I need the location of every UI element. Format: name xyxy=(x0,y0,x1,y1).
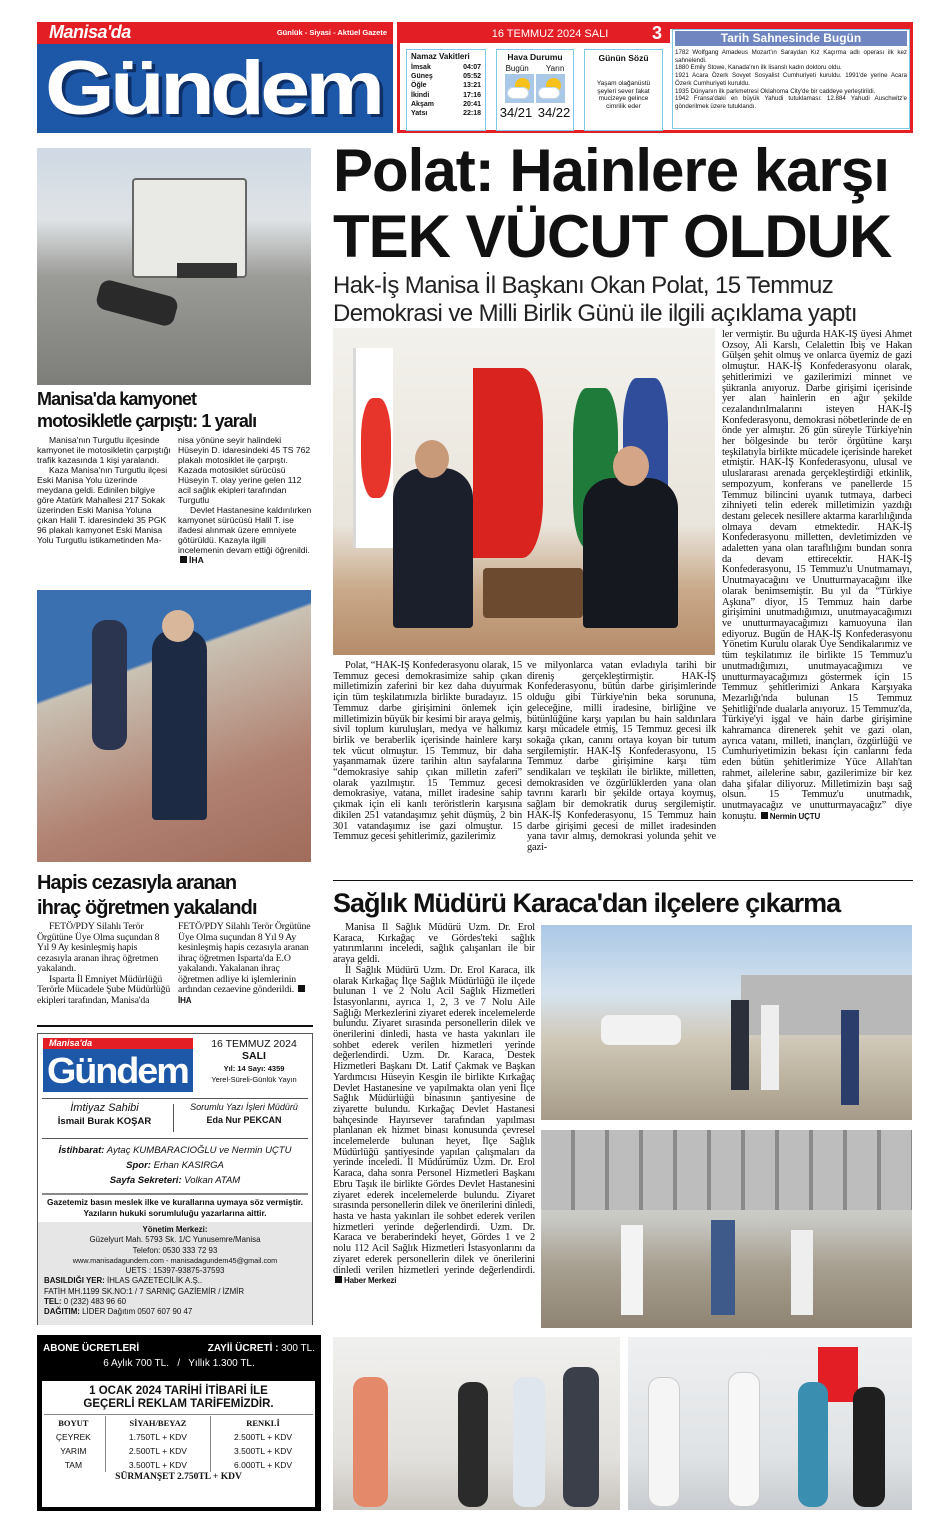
story2-headline-line1: Hapis cezasıyla aranan xyxy=(37,872,237,894)
quote-of-day xyxy=(584,49,663,131)
tariff-cell: 6.000TL + KDV xyxy=(234,1460,293,1470)
tariff-header: SİYAH/BEYAZ xyxy=(105,1416,210,1430)
main-col1 xyxy=(333,661,522,873)
owner-name: İsmail Burak KOŞAR xyxy=(57,1116,152,1127)
sport-label: Spor: xyxy=(126,1160,151,1171)
paragraph: ve milyonlarca vatan evladıyla tarihi bir direniş gerçekleştirmiştir. HAK-İŞ Konfederasyonu, bütün darbe girişimlerinde olduğu gibi Türkiye'nin beka sorununa, geleceğine, milli iradesine, birliğine ve bütünlüğüne karşı yapılan bu hain saldırılara karşı mücadele etmiş, 15 Temmuz gecesi ilk sokağa çıkan, canını ortaya koyan bir tutum sergilemiştir. HAK-İŞ Konfederasyonu, 15 Temmuz darbe girişimine karşı tüm sendikaları ve teşkilatı ile birlikte, milletten, demokrasiden ve özgürlüklerden yana olan tavrını kararlı bir şekilde ortaya koymuş, sağlam bir demokratik duruş sergilemiştir. HAK-İŞ Konfederasyonu, 15 Temmuz hain darbe girişimi gecesi de millet iradesinden yana tavır almış, demokrasi yolunda şehit ve gazi- xyxy=(527,661,716,853)
weather xyxy=(496,49,574,131)
paragraph xyxy=(178,922,312,1006)
story2-col1 xyxy=(37,922,171,1006)
tariff-cell: 3.500TL + KDV xyxy=(234,1446,293,1456)
print-company: İHLAS GAZETECİLİK A.Ş.. xyxy=(107,1276,203,1286)
paragraph: Manisa İl Sağlık Müdürü Uzm. Dr. Erol Karaca, Kırkağaç ve Gördes'teki sağlık yatırımlarını inceledi, sağlık çalışanları ile bir araya geldi. xyxy=(333,923,535,966)
tariff-row xyxy=(42,1430,315,1444)
tariff-row xyxy=(42,1458,315,1472)
health-headline: Sağlık Müdürü Karaca'dan ilçelere çıkarma xyxy=(333,888,841,918)
history-item: 1942 Fransa'daki en büyük Yahudi tutuklaması: 12.884 Yahudi Auschwitz'e gönderilmek üzere tutuklandı. xyxy=(675,95,907,110)
history-item: 1935 Dünyanın ilk parkmetresi Oklahoma City'de bir caddeye yerleştirildi. xyxy=(675,87,876,95)
story2-col2 xyxy=(178,922,312,1006)
paragraph: Isparta İl Emniyet Müdürlüğü Terörle Mücadele Şube Müdürlüğü ekipleri tarafından, Manisa'da xyxy=(37,973,171,1006)
prayer-name: Güneş xyxy=(411,73,433,81)
quote-text: Yaşam olağanüstü şeyleri sever fakat mucizeye gelince cimrilik eder xyxy=(596,80,651,110)
page-number: 3 xyxy=(652,23,663,43)
lost-price: 300 TL. xyxy=(281,1343,315,1354)
health-visit-photo-2 xyxy=(541,1130,912,1328)
masthead-logo xyxy=(43,1038,193,1092)
history-item: 1921 Acara Özerk Sovyet Sosyalist Cumhuriyeti kuruldu. 1991'de yerine Acara Özerk Cumhuriyeti kuruldu. xyxy=(675,72,907,87)
arrest-photo xyxy=(37,590,311,862)
tariff-cell: TAM xyxy=(42,1458,105,1472)
accident-photo xyxy=(37,148,311,385)
paragraph: FETÖ/PDY Silahlı Terör Örgütüne Üye Olma suçundan 8 Yıl 9 Ay kesinleşmiş hapis cezasıyla aranan ihraç öğretmen yakalandı. xyxy=(37,921,160,974)
weather-tomorrow-label: Yarın xyxy=(545,64,565,73)
secretary-label: Sayfa Sekreteri: xyxy=(109,1175,182,1186)
prayer-time: 04:07 xyxy=(463,64,481,71)
prayer-time: 22:18 xyxy=(463,110,481,118)
masthead-type: Yerel-Süreli-Günlük Yayın xyxy=(211,1075,297,1084)
ad-tariff xyxy=(42,1381,315,1507)
partly-cloudy-icon xyxy=(505,74,534,103)
masthead-date: 16 TEMMUZ 2024 xyxy=(211,1038,297,1050)
tariff-header: BOYUT xyxy=(42,1416,105,1430)
paragraph xyxy=(178,505,312,565)
distribution: LİDER Dağıtım 0507 607 90 47 xyxy=(82,1307,193,1317)
tel-label: TEL: xyxy=(44,1297,62,1307)
main-subtitle: Hak-İş Manisa İl Başkanı Okan Polat, 15 Temmuz Demokrasi ve Milli Birlik Günü ile ilgili açıklama yaptı xyxy=(333,272,857,327)
health-visit-photo-4 xyxy=(628,1337,912,1510)
surmanset-price: SÜRMANŞET 2.750TL + KDV xyxy=(115,1472,242,1482)
quote-title: Günün Sözü xyxy=(598,53,649,63)
distribution-label: DAĞITIM: xyxy=(44,1307,80,1317)
staff-credits xyxy=(38,1143,312,1188)
issue-date: 16 TEMMUZ 2024 SALI xyxy=(400,25,650,43)
hq-label: Yönetim Merkezi: xyxy=(142,1225,208,1234)
intel-label: İstihbarat: xyxy=(58,1145,105,1156)
story2-headline-line2: ihraç öğretmen yakalandı xyxy=(37,897,257,919)
editor-label: Sorumlu Yazı İşleri Müdürü xyxy=(190,1102,298,1112)
paragraph: nisa yönüne seyir halindeki Hüseyin D. idaresindeki 45 TS 762 plakalı motosiklet ile çarpıştı. Kazada motosiklet sürücüsü Hüseyin T. olay yerine gelen 112 acil sağlık ekipleri tarafından Turgutlu xyxy=(178,435,311,505)
health-visit-photo-1 xyxy=(541,925,912,1120)
paragraph xyxy=(333,966,535,1287)
print-tel: 0 (232) 483 96 60 xyxy=(63,1297,127,1307)
divider xyxy=(333,880,913,881)
prayer-time-row xyxy=(411,109,481,118)
subscription-prices: 6 Aylık 700 TL. / Yıllık 1.300 TL. xyxy=(103,1358,255,1369)
paragraph-text: İl Sağlık Müdürü Uzm. Dr. Erol Karaca, ilk olarak Kırkağaç İlçe Sağlık Müdürlüğü ile ilçede bulunan 1 ve 2 Nolu Acil Sağlık Hizmetleri İstasyonlarını, ayrıca 1, 2, 3 ve 7 Nolu Aile Sağlığı Merkezlerini ziyaret ederek incelemelerde bulundu. Ziyaret sırasında personellerin dilek ve önerilerini dinledi, hasta ve hasta yakınları ile sohbet ederek verilen hizmetleri yerinde değerlendirdi. Uzm. Dr. Karaca, Destek Hizmetleri Başkanı Dt. Latif Çakmak ve Başkan Yardımcısı Hüseyin Kesgin ile birlikte Kırkağaç Devlet Hastanesine ve yapılmakta olan yeni İlçe Sağlık Müdürlüğü binasının şantiyesine de ziyarette bulundu. Kırkağaç Devlet Hastanesi bahçesinde Hayırsever tarafından yapılması planlanan ek hizmet binası konusunda çevresel incelemelerde bulunan heyet, İlçe Sağlık Müdürlüğü şantiyesinde yapılan çalışmaları da yerinde inceledi. İl Müdürümüz Uzm. Dr. Erol Karaca, daha sonra Personel Hizmetleri Başkanı Ebru Taşık ile birlikte Gördes Devlet Hastanesini ziyaret ederek incelemelerde bulundu. Ziyaret sırasında personellerin dilek ve önerilerini dinledi, hasta ve hasta yakınları ile sohbet ederek verilen hizmetleri yerinde değerlendirdi. Uzm. Dr. Karaca ve beraberindeki heyet, Gördes 1 ve 2 nolu 112 Acil Sağlık Hizmetleri İstasyonlarını da ziyaret ederek personellerin dilek ve önerilerini dinledi verilen hizmetleri yerinde değerlendirdi. xyxy=(333,964,535,1276)
tariff-title: 1 OCAK 2024 TARİHİ İTİBARİ İLE GEÇERLİ REKLAM TARİFEMİZDİR. xyxy=(83,1385,274,1410)
prayer-time-row xyxy=(411,72,481,81)
sport-name: Erhan KASIRGA xyxy=(153,1160,224,1171)
owner-label: İmtiyaz Sahibi xyxy=(70,1102,139,1114)
paragraph: Manisa'nın Turgutlu ilçesinde kamyonet ile motosikletin çarpıştığı trafik kazasında 1 kişi yaralandı. xyxy=(37,435,171,465)
health-visit-photo-3 xyxy=(333,1337,620,1510)
masthead-box xyxy=(37,1033,313,1325)
logo-small-text: Manisa'da xyxy=(49,22,131,42)
story1-headline-line2: motosikletle çarpıştı: 1 yaralı xyxy=(37,411,257,431)
intel-names: Aytaç KUMBARACIOĞLU ve Nermin UÇTU xyxy=(106,1145,292,1156)
prayer-time: 05:52 xyxy=(463,73,481,81)
prayer-time-row xyxy=(411,63,481,72)
management-info xyxy=(38,1222,312,1325)
masthead-logo-name: Gündem xyxy=(47,1050,188,1091)
tariff-cell: 3.500TL + KDV xyxy=(105,1458,210,1472)
main-headline-line1: Polat: Hainlere karşı xyxy=(333,137,889,204)
weather-today-label: Bugün xyxy=(505,64,529,73)
meeting-photo xyxy=(333,328,715,655)
editor-name: Eda Nur PEKCAN xyxy=(206,1115,282,1125)
author-byline: Haber Merkezi xyxy=(344,1276,397,1286)
partly-cloudy-icon xyxy=(536,74,565,103)
story1-headline-line1: Manisa'da kamyonet xyxy=(37,389,197,409)
tariff-cell: YARIM xyxy=(42,1444,105,1458)
masthead-logo-small: Manisa'da xyxy=(49,1038,93,1048)
story1-col1 xyxy=(37,435,171,545)
history-item: 1782 Wolfgang Amadeus Mozart'ın Saraydan Kız Kaçırma adlı operası ilk kez sahnelendi. xyxy=(675,49,907,64)
prayer-times-title: Namaz Vakitleri xyxy=(411,52,470,61)
paragraph: Kaza Manisa'nın Turgutlu ilçesi Eski Manisa Yolu üzerinde meydana geldi. Edinilen bilgiye göre Atatürk Mahallesi 217 Sokak üzerinden Eski Manisa Yoluna çıkan Halil T. idaresindeki 35 PGK 96 plakalı kamyonet Eski Manisa Yolu Turgutlu istikametinden Ma- xyxy=(37,465,168,545)
history-title: Tarih Sahnesinde Bugün xyxy=(675,31,907,46)
prayer-time: 17:16 xyxy=(463,91,481,99)
prayer-time-row xyxy=(411,100,481,109)
history-today xyxy=(672,29,910,129)
weather-title: Hava Durumu xyxy=(507,52,563,62)
author-byline: Nermin UÇTU xyxy=(769,811,821,821)
prayer-time-row xyxy=(411,81,481,90)
paragraph-text: Devlet Hastanesine kaldırılırken kamyonet sürücüsü Halil T. ise ifadesi alınmak üzere emniyete götürüldü. Kazayla ilgili incelemenin devam ettiği öğrenildi. xyxy=(178,505,312,555)
lost-price-label: ZAYİİ ÜCRETİ : xyxy=(207,1343,279,1354)
logo-tagline: Günlük - Siyasi - Aktüel Gazete xyxy=(276,28,387,37)
hq-web-email[interactable]: www.manisadagundem.com - manisadagundem45@gmail.com xyxy=(72,1255,278,1265)
hq-uets: UETS : 15397-93875-37593 xyxy=(125,1266,225,1276)
prayer-name: İmsak xyxy=(411,64,431,71)
newspaper-logo xyxy=(37,22,393,133)
tariff-cell: 2.500TL + KDV xyxy=(234,1432,293,1442)
ethics-statement: Gazetemiz basın meslek ilke ve kurallarına uymaya söz vermiştir. Yazıların hukuki sorumluluğu yazarlarına aittir. xyxy=(47,1197,303,1218)
main-headline-line2: TEK VÜCUT OLDUK xyxy=(333,203,892,270)
prayer-time-row xyxy=(411,91,481,100)
paragraph-text: FETÖ/PDY Silahlı Terör Örgütüne Üye Olma suçundan 8 Yıl 9 Ay kesinleşmiş hapis cezasıyla aranan ihraç öğretmen Isparta'da E.O yakalandı. Yakalanan ihraç öğretmen adliye ki işlemlerinin ardından cezaevine gönderildi. xyxy=(178,921,311,995)
paragraph-text: ler vermiştir. Bu uğurda HAK-İŞ üyesi Ahmet Ozsoy, Ali Karslı, Celalettin Ibiş ve Hakan Gülşen şehit olmuş ve onlarca üyemiz de gazi olmuştur. HAK-İŞ Konfederasyonu olarak, şehitlerimizi ve gazilerimizi minnet ve şükranla anıyoruz. Darbe girişimi içerisinde yer alan hainlerin en ağır şekilde cezalandırılmalarını isteyen HAK-İŞ Konfederasyonu, demokrasi nöbetlerinde de en önde yer almıştır. 26 gün süreyle Türkiye'nin her bölgesinde bu terör örgütüne karşı teşkilatıyla birlikte mücadele içerisinde hareket etmiştir. HAK-İŞ Konfederasyonu, ulusal ve uluslararası arenada gerçekleştirdiği etkinlik, sempozyum, konferans ve panellerde 15 Temmuz bilincini uyanık tutmaya, darbeci zihniyeti telin ederek milletimizin yazdığı destanı gelecek nesillere aktarma kararlılığında olmaya devam etmektedir. HAK-İŞ Konfederasyonu milletten, devletimizden ve adaletten yana olan taraflılığını bundan sonra da devam ettirecektir. HAK-İŞ Konfederasyonu, 15 Temmuz'u Unutmamayı, Unutmayacağını ve Unutturmayacağını ilke olarak benimsemiştir. Bu yıl da “Türkiye Aşkına” diyor, 15 Temmuz hain darbe girişimini unutmadığımızı, unutmayacağımızı ve unutturmayacağımızı kamuoyuna ilan ediyoruz. Bugün de HAK-İŞ Konfederasyonu Yönetim Kurulu olarak Üye Sendikalarımız ve tüm teşkilatımız ile birlikte 15 Temmuz'u unutmadığımızı, unutmayacağımızı ve unutturmayacağımızı göstermek için 15 Temmuz şehitlerimizi Ankara Karşıyaka Mezarlığı'nda bulunan 15 Temmuz Şehitliği'nde dualarla anıyoruz. 15 Temmuz'da, Türkiye'yi işgal ve hain darbe girişimine kahramanca direnerek şehit ve gazi olan, ayrıca vatanı, milleti, inançları, özgürlüğü ve Cumhuriyetimizin bekası için canlarını feda eden bütün şehitlerimize Yüce Allah'tan rahmet, ailelerine sabır, gazilerimize bir kez daha şifalar diliyoruz. Milletimizin başı sağ olsun. 15 Temmuz'u unutmadık, unutmayacağız ve unutturmayacağız” diye konuştu. xyxy=(722,330,912,822)
masthead-date-block xyxy=(198,1038,310,1084)
health-body xyxy=(333,923,535,1333)
tariff-cell: ÇEYREK xyxy=(42,1430,105,1444)
prayer-time: 13:21 xyxy=(463,82,481,90)
source-byline: İHA xyxy=(189,555,204,565)
hq-address: Güzelyurt Mah. 5793 Sk. 1/C Yunusemre/Manisa xyxy=(89,1235,261,1245)
tariff-table xyxy=(42,1416,315,1472)
weather-tomorrow-temp: 34/22 xyxy=(537,105,571,120)
hq-phone: Telefon: 0530 333 72 93 xyxy=(132,1245,218,1255)
weather-today-temp: 34/21 xyxy=(499,105,533,120)
prayer-name: Öğle xyxy=(411,82,427,90)
divider xyxy=(37,1025,313,1027)
subscription-label: ABONE ÜCRETLERİ xyxy=(43,1343,140,1354)
header-info-panel xyxy=(397,22,913,133)
main-col2 xyxy=(527,661,716,873)
main-col3 xyxy=(722,330,912,874)
tariff-cell: 2.500TL + KDV xyxy=(105,1444,210,1458)
logo-name: Gündem xyxy=(45,46,381,131)
tariff-header: RENKLİ xyxy=(246,1418,280,1428)
print-address: FATİH MH.1199 SK.NO:1 / 7 SARNIÇ GAZİEMİR / İZMİR xyxy=(44,1286,245,1296)
prayer-name: Yatsı xyxy=(411,110,428,118)
prayer-name: İkindi xyxy=(411,91,430,99)
print-label: BASILDIĞI YER: xyxy=(44,1276,105,1286)
prayer-time: 20:41 xyxy=(463,100,481,108)
story1-col2 xyxy=(178,435,312,565)
masthead-issue: Yıl: 14 Sayı: 4359 xyxy=(223,1064,285,1073)
tariff-cell: 1.750TL + KDV xyxy=(105,1430,210,1444)
prayer-times xyxy=(406,49,486,131)
tariff-row xyxy=(42,1444,315,1458)
source-byline: İHA xyxy=(178,995,192,1005)
subscription-ad-box xyxy=(37,1335,321,1511)
secretary-name: Volkan ATAM xyxy=(184,1175,241,1186)
prayer-name: Akşam xyxy=(411,100,434,108)
paragraph: Polat, “HAK-İŞ Konfederasyonu olarak, 15 Temmuz gecesi demokrasimize sahip çıkan milletimizin zaferini bir kez daha duyurmak için tüm teşkilatımızla birlikte buradayız. 15 Temmuz darbe girişimini önlemek için milletimizin büyük bir kesimi bir araya gelmiş, sivil toplum kuruluşları, medya ve halkımız birlik ve beraberlik içerisinde hainlere karşı tek vücut olmuştur. 15 Temmuz, bir daha yaşanmamak üzere tarihin altın sayfalarına “demokrasiye sahip çıkan milletin zaferi” olarak yazılmıştır. 15 Temmuz gecesi demokrasiye, vatana, millet iradesine sahip çıkmak için eli kanlı teröristlerin karşısına dikilen 251 vatandaşımız şehit düşmüş, 2 bin 301 vatandaşımız ise gazi olmuştur. 15 Temmuz gecesi şehitlerimiz, gazilerimiz xyxy=(333,661,522,843)
masthead-day: SALI xyxy=(242,1050,266,1062)
history-item: 1880 Emily Stowe, Kanada'nın ilk lisanslı kadın doktoru oldu. xyxy=(675,64,842,72)
